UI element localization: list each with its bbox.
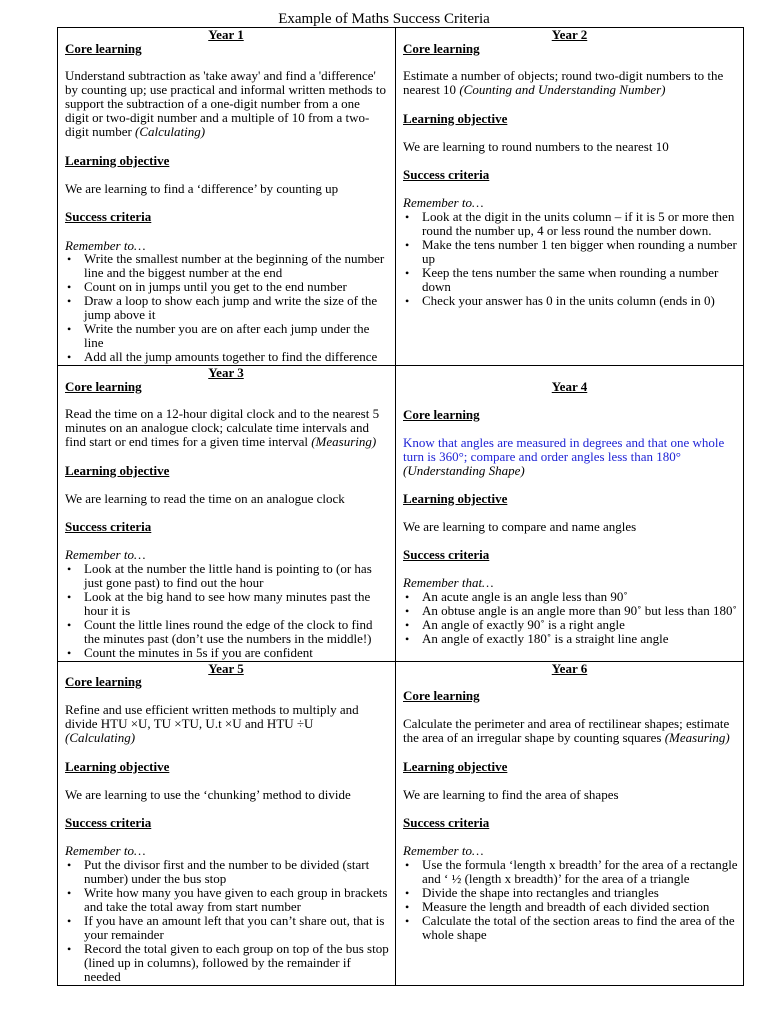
year1-objective-heading: Learning objective bbox=[65, 153, 170, 168]
list-item: • Count the little lines round the edge of the clock to find the minutes past (don’t use the numbers in the middle!) bbox=[84, 618, 389, 646]
year1-core-heading: Core learning bbox=[65, 41, 142, 56]
list-item: • An acute angle is an angle less than 90˚ bbox=[422, 590, 738, 604]
list-item: • Add all the jump amounts together to find the difference bbox=[84, 350, 389, 364]
year1-remember: Remember to… bbox=[65, 238, 146, 253]
list-item: • Make the tens number 1 ten bigger when rounding a number up bbox=[422, 238, 738, 266]
year6-core-text: Calculate the perimeter and area of rectilinear shapes; estimate the area of an irregular shape by counting squares (Measuring) bbox=[403, 716, 730, 745]
year2-remember: Remember to… bbox=[403, 195, 484, 210]
year3-objective-heading: Learning objective bbox=[65, 463, 170, 478]
year6-objective-text: We are learning to find the area of shapes bbox=[403, 787, 619, 802]
year5-objective-text: We are learning to use the ‘chunking’ method to divide bbox=[65, 787, 351, 802]
year4-objective-heading: Learning objective bbox=[403, 491, 508, 506]
year1-cell bbox=[57, 28, 395, 365]
year1-objective-text: We are learning to find a ‘difference’ by counting up bbox=[65, 181, 339, 196]
list-item: • Look at the number the little hand is pointing to (or has just gone past) to find out the hour bbox=[84, 562, 389, 590]
year5-objective-heading: Learning objective bbox=[65, 759, 170, 774]
list-item: • Use the formula ‘length x breadth’ for the area of a rectangle and ‘ ½ (length x breadth)’ for the area of a triangle bbox=[422, 858, 738, 886]
page-title: Example of Maths Success Criteria bbox=[278, 11, 490, 27]
year2-objective-heading: Learning objective bbox=[403, 111, 508, 126]
year2-success-heading: Success criteria bbox=[403, 167, 490, 182]
year1-heading: Year 1 bbox=[208, 27, 244, 42]
year6-cell bbox=[395, 662, 744, 985]
year6-remember: Remember to… bbox=[403, 843, 484, 858]
year6-core-heading: Core learning bbox=[403, 688, 480, 703]
year2-criteria-list bbox=[403, 210, 738, 308]
year3-heading: Year 3 bbox=[208, 365, 244, 380]
year4-criteria-list bbox=[403, 590, 738, 646]
year6-success-heading: Success criteria bbox=[403, 815, 490, 830]
year1-core-strand: (Calculating) bbox=[135, 124, 206, 139]
year4-success-heading: Success criteria bbox=[403, 547, 490, 562]
list-item: • Measure the length and breadth of each divided section bbox=[422, 900, 738, 914]
list-item: • An angle of exactly 180˚ is a straight line angle bbox=[422, 632, 738, 646]
list-item: • Keep the tens number the same when rounding a number down bbox=[422, 266, 738, 294]
year6-heading: Year 6 bbox=[551, 661, 588, 676]
year4-heading: Year 4 bbox=[551, 379, 588, 394]
year4-core-text bbox=[403, 436, 736, 478]
year1-success-heading: Success criteria bbox=[65, 209, 152, 224]
year5-core-heading: Core learning bbox=[65, 674, 142, 689]
year5-success-heading: Success criteria bbox=[65, 815, 152, 830]
year5-cell bbox=[57, 662, 395, 985]
year3-core-strand: (Measuring) bbox=[311, 434, 377, 449]
year3-success-heading: Success criteria bbox=[65, 519, 152, 534]
year5-heading: Year 5 bbox=[208, 661, 244, 676]
year3-core-heading: Core learning bbox=[65, 379, 142, 394]
year3-criteria-list bbox=[65, 562, 389, 660]
list-item: • Write the number you are on after each jump under the line bbox=[84, 322, 389, 350]
year4-remember: Remember that… bbox=[403, 575, 494, 590]
list-item: • Record the total given to each group on top of the bus stop (lined up in columns), followed by the remainder if needed bbox=[84, 942, 389, 984]
list-item: • Count on in jumps until you get to the end number bbox=[84, 280, 389, 294]
year4-core-strand: (Understanding Shape) bbox=[403, 463, 525, 478]
year4-objective-text: We are learning to compare and name angles bbox=[403, 519, 637, 534]
year1-core-text: Understand subtraction as 'take away' and find a 'difference' by counting up; use practical and informal written methods to support the subtraction of a one-digit number from a one digit or two-digit number and a multiple of 10 from a two-digit number (Calculating) bbox=[65, 68, 386, 139]
year3-cell bbox=[57, 366, 395, 661]
year4-cell bbox=[395, 366, 744, 661]
year1-criteria-list bbox=[65, 252, 389, 364]
year4-core-statement: Know that angles are measured in degrees and that one whole turn is 360°; compare and order angles less than 180° bbox=[403, 435, 725, 464]
year6-objective-heading: Learning objective bbox=[403, 759, 508, 774]
year2-core-strand: (Counting and Understanding Number) bbox=[459, 82, 666, 97]
list-item: • Check your answer has 0 in the units column (ends in 0) bbox=[422, 294, 738, 308]
list-item: • Divide the shape into rectangles and triangles bbox=[422, 886, 738, 900]
list-item: • Write how many you have given to each group in brackets and take the total away from start number bbox=[84, 886, 389, 914]
list-item: • Look at the big hand to see how many minutes past the hour it is bbox=[84, 590, 389, 618]
list-item: • An obtuse angle is an angle more than 90˚ but less than 180˚ bbox=[422, 604, 738, 618]
year2-core-heading: Core learning bbox=[403, 41, 480, 56]
year2-core-text: Estimate a number of objects; round two-digit numbers to the nearest 10 (Counting and Understanding Number) bbox=[403, 68, 724, 97]
year3-objective-text: We are learning to read the time on an analogue clock bbox=[65, 491, 345, 506]
year5-criteria-list bbox=[65, 858, 389, 984]
year3-core-text: Read the time on a 12-hour digital clock and to the nearest 5 minutes on an analogue clock; calculate time intervals and find start or end times for a given time interval (Measuring) bbox=[65, 406, 380, 449]
year4-core-heading: Core learning bbox=[403, 407, 480, 422]
year2-cell bbox=[395, 28, 744, 365]
list-item: • Put the divisor first and the number to be divided (start number) under the bus stop bbox=[84, 858, 389, 886]
list-item: • Write the smallest number at the beginning of the number line and the biggest number at the end bbox=[84, 252, 389, 280]
list-item: • Draw a loop to show each jump and write the size of the jump above it bbox=[84, 294, 389, 322]
year5-remember: Remember to… bbox=[65, 843, 146, 858]
year5-core-strand: (Calculating) bbox=[65, 730, 136, 745]
year6-criteria-list bbox=[403, 858, 738, 942]
list-item: • Count the minutes in 5s if you are confident bbox=[84, 646, 389, 660]
year6-core-strand: (Measuring) bbox=[664, 730, 730, 745]
list-item: • An angle of exactly 90˚ is a right angle bbox=[422, 618, 738, 632]
year3-remember: Remember to… bbox=[65, 547, 146, 562]
year2-heading: Year 2 bbox=[551, 27, 588, 42]
list-item: • If you have an amount left that you can’t share out, that is your remainder bbox=[84, 914, 389, 942]
list-item: • Look at the digit in the units column – if it is 5 or more then round the number up, 4 or less round the number down. bbox=[422, 210, 738, 238]
year2-objective-text: We are learning to round numbers to the nearest 10 bbox=[403, 139, 669, 154]
year5-core-text: Refine and use efficient written methods to multiply and divide HTU ×U, TU ×TU, U.t ×U and HTU ÷U (Calculating) bbox=[65, 702, 359, 745]
list-item: • Calculate the total of the section areas to find the area of the whole shape bbox=[422, 914, 738, 942]
